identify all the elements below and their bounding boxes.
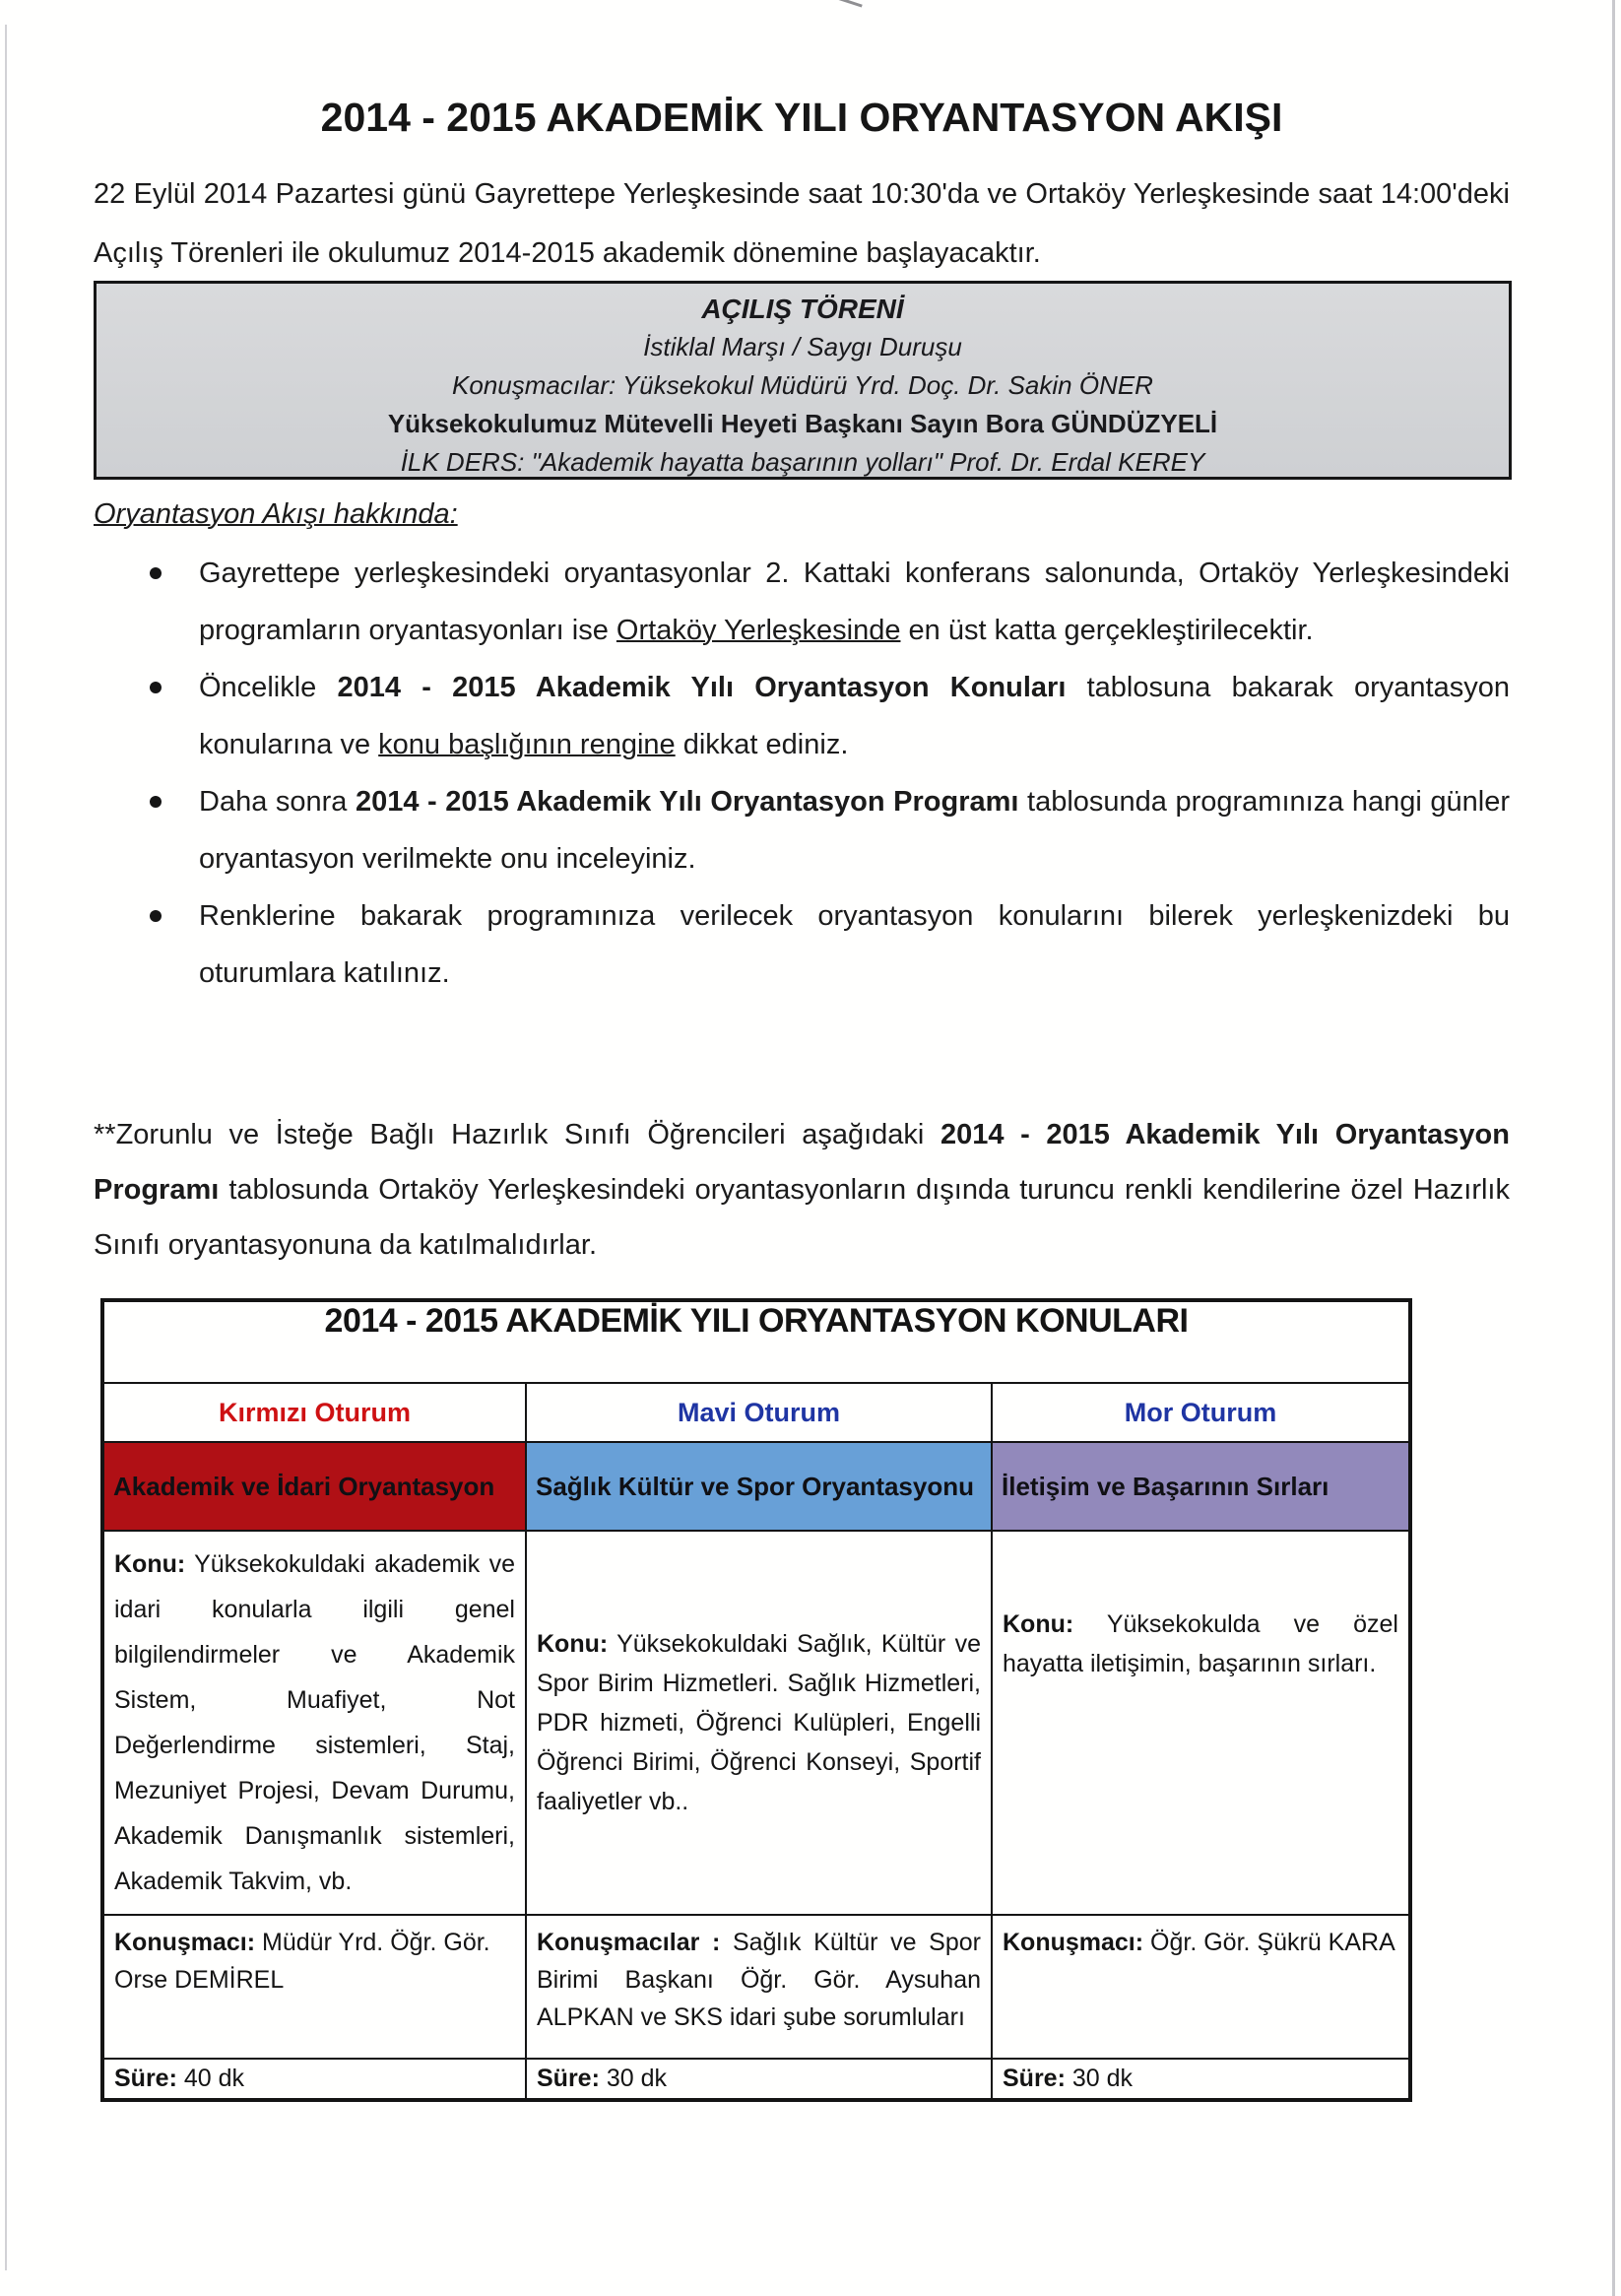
ceremony-box-line: Yüksekokulumuz Mütevelli Heyeti Başkanı Sayın Bora GÜNDÜZYELİ	[387, 409, 1218, 438]
speaker-label: Konuşmacı:	[114, 1929, 256, 1956]
duration-row	[102, 2059, 1410, 2100]
bullet-text: Gayrettepe yerleşkesindeki oryantasyonlar 2. Kattaki konferans salonunda, Ortaköy Yerleşkesindeki programların oryantasyonları ise	[199, 558, 1510, 646]
topic-cell	[102, 1531, 526, 1915]
topic-row	[102, 1531, 1410, 1915]
duration-label: Süre:	[114, 2065, 177, 2092]
bullet-text: Renklerine bakarak programınıza verilecek oryantasyon konularını bilerek yerleşkenizdeki bu oturumlara katılınız.	[199, 900, 1510, 989]
duration-label: Süre:	[1003, 2065, 1066, 2092]
topic-cell	[526, 1531, 992, 1915]
topic-text: Yüksekokuldaki Sağlık, Kültür ve Spor Birim Hizmetleri. Sağlık Hizmetleri, PDR hizmeti, Öğrenci Kulüpleri, Engelli Öğrenci Birimi, Öğrenci Konseyi, Sportif faaliyetler vb..	[537, 1630, 981, 1815]
topic-label: Konu:	[114, 1550, 186, 1578]
section-heading-text: Oryantasyon Akışı hakkında:	[94, 498, 458, 530]
intro-paragraph: 22 Eylül 2014 Pazartesi günü Gayrettepe Yerleşkesinde saat 10:30'da ve Ortaköy Yerleşkesinde saat 14:00'deki Açılış Törenleri ile okulumuz 2014-2015 akademik dönemine başlayacaktır.	[94, 178, 1510, 269]
duration-label: Süre:	[537, 2065, 600, 2092]
topic-text: Yüksekokuldaki akademik ve idari konularla ilgili genel bilgilendirmeler ve Akademik Sistem, Muafiyet, Not Değerlendirme sistemleri, Staj, Mezuniyet Projesi, Devam Durumu, Akademik Danışmanlık sistemleri, Akademik Takvim, vb.	[114, 1550, 515, 1895]
session-header-row	[102, 1383, 1410, 1442]
ceremony-box-line: Konuşmacılar: Yüksekokul Müdürü Yrd. Doç. Dr. Sakin ÖNER	[452, 370, 1153, 400]
scan-artifact-top-mark	[833, 0, 862, 8]
duration-cell	[526, 2059, 992, 2100]
speaker-label: Konuşmacı:	[1003, 1929, 1144, 1956]
bullet-text: Öncelikle	[199, 672, 338, 703]
speaker-cell	[526, 1915, 992, 2059]
bullet-item	[94, 545, 1510, 659]
speaker-text: Müdür Yrd. Öğr. Gör. Orse DEMİREL	[114, 1929, 490, 1994]
bullet-bold-text: 2014 - 2015 Akademik Yılı Oryantasyon Programı	[355, 786, 1019, 818]
speaker-text: Sağlık Kültür ve Spor Birimi Başkanı Öğr. Gör. Aysuhan ALPKAN ve SKS idari şube sorumluları	[537, 1929, 981, 2031]
table-title: 2014 - 2015 AKADEMİK YILI ORYANTASYON KONULARI	[102, 1300, 1410, 1383]
speaker-cell	[102, 1915, 526, 2059]
duration-text: 30 dk	[599, 2065, 668, 2092]
bullet-underlined-text: Ortaköy Yerleşkesinde	[616, 615, 901, 646]
duration-text: 30 dk	[1065, 2065, 1134, 2092]
topic-band-row	[102, 1442, 1410, 1531]
table-title-row	[102, 1300, 1410, 1383]
band-akademik-idari: Akademik ve İdari Oryantasyon	[102, 1442, 526, 1531]
duration-cell	[102, 2059, 526, 2100]
speaker-label: Konuşmacılar :	[537, 1929, 721, 1956]
session-header-mor: Mor Oturum	[992, 1383, 1410, 1442]
topic-text: Yüksekokulda ve özel hayatta iletişimin, başarının sırları.	[1003, 1610, 1398, 1677]
session-header-kirmizi: Kırmızı Oturum	[102, 1383, 526, 1442]
session-header-mavi: Mavi Oturum	[526, 1383, 992, 1442]
band-saglik-kultur-spor: Sağlık Kültür ve Spor Oryantasyonu	[526, 1442, 992, 1531]
about-bullet-list	[94, 545, 1510, 1002]
ceremony-box-title: AÇILIŞ TÖRENİ	[701, 294, 904, 324]
speaker-cell	[992, 1915, 1410, 2059]
topic-cell	[992, 1531, 1410, 1915]
orientation-topics-table	[100, 1298, 1412, 2102]
bullet-item	[94, 887, 1510, 1002]
topic-label: Konu:	[537, 1630, 609, 1658]
speaker-text: Öğr. Gör. Şükrü KARA	[1143, 1929, 1395, 1956]
bullet-text: en üst katta gerçekleştirilecektir.	[900, 615, 1314, 646]
bullet-item	[94, 773, 1510, 887]
ceremony-box-line: İLK DERS: "Akademik hayatta başarının yolları" Prof. Dr. Erdal KEREY	[400, 447, 1205, 477]
bullet-underlined-text: konu başlığının rengine	[378, 729, 676, 760]
prep-class-note	[94, 1107, 1510, 1273]
bullet-text: tablosuna bakarak oryantasyon konularına ve	[199, 672, 1510, 760]
duration-cell	[992, 2059, 1410, 2100]
note-text: **Zorunlu ve İsteğe Bağlı Hazırlık Sınıfı Öğrencileri aşağıdaki	[94, 1119, 940, 1150]
note-text: tablosunda Ortaköy Yerleşkesindeki oryantasyonların dışında turuncu renkli kendilerine özel Hazırlık Sınıfı oryantasyonuna da katılmalıdırlar.	[94, 1174, 1510, 1261]
speaker-row	[102, 1915, 1410, 2059]
bullet-text: Daha sonra	[199, 786, 356, 818]
scan-artifact-left-line	[5, 25, 7, 2270]
bullet-text: tablosunda programınıza hangi günler oryantasyon verilmekte onu inceleyiniz.	[199, 786, 1510, 875]
section-heading	[94, 496, 458, 532]
bullet-bold-text: 2014 - 2015 Akademik Yılı Oryantasyon Konuları	[337, 672, 1067, 703]
bullet-text: dikkat ediniz.	[675, 729, 849, 760]
topic-label: Konu:	[1003, 1610, 1074, 1638]
note-bold-text: 2014 - 2015 Akademik Yılı Oryantasyon Programı	[94, 1119, 1510, 1206]
band-iletisim-basari: İletişim ve Başarının Sırları	[992, 1442, 1410, 1531]
duration-text: 40 dk	[176, 2065, 245, 2092]
scan-artifact-right-line	[1612, 0, 1615, 2296]
ceremony-box-line: İstiklal Marşı / Saygı Duruşu	[643, 332, 962, 361]
opening-ceremony-box	[94, 281, 1512, 480]
page-title: 2014 - 2015 AKADEMİK YILI ORYANTASYON AKIŞI	[320, 95, 1283, 140]
bullet-item	[94, 659, 1510, 773]
